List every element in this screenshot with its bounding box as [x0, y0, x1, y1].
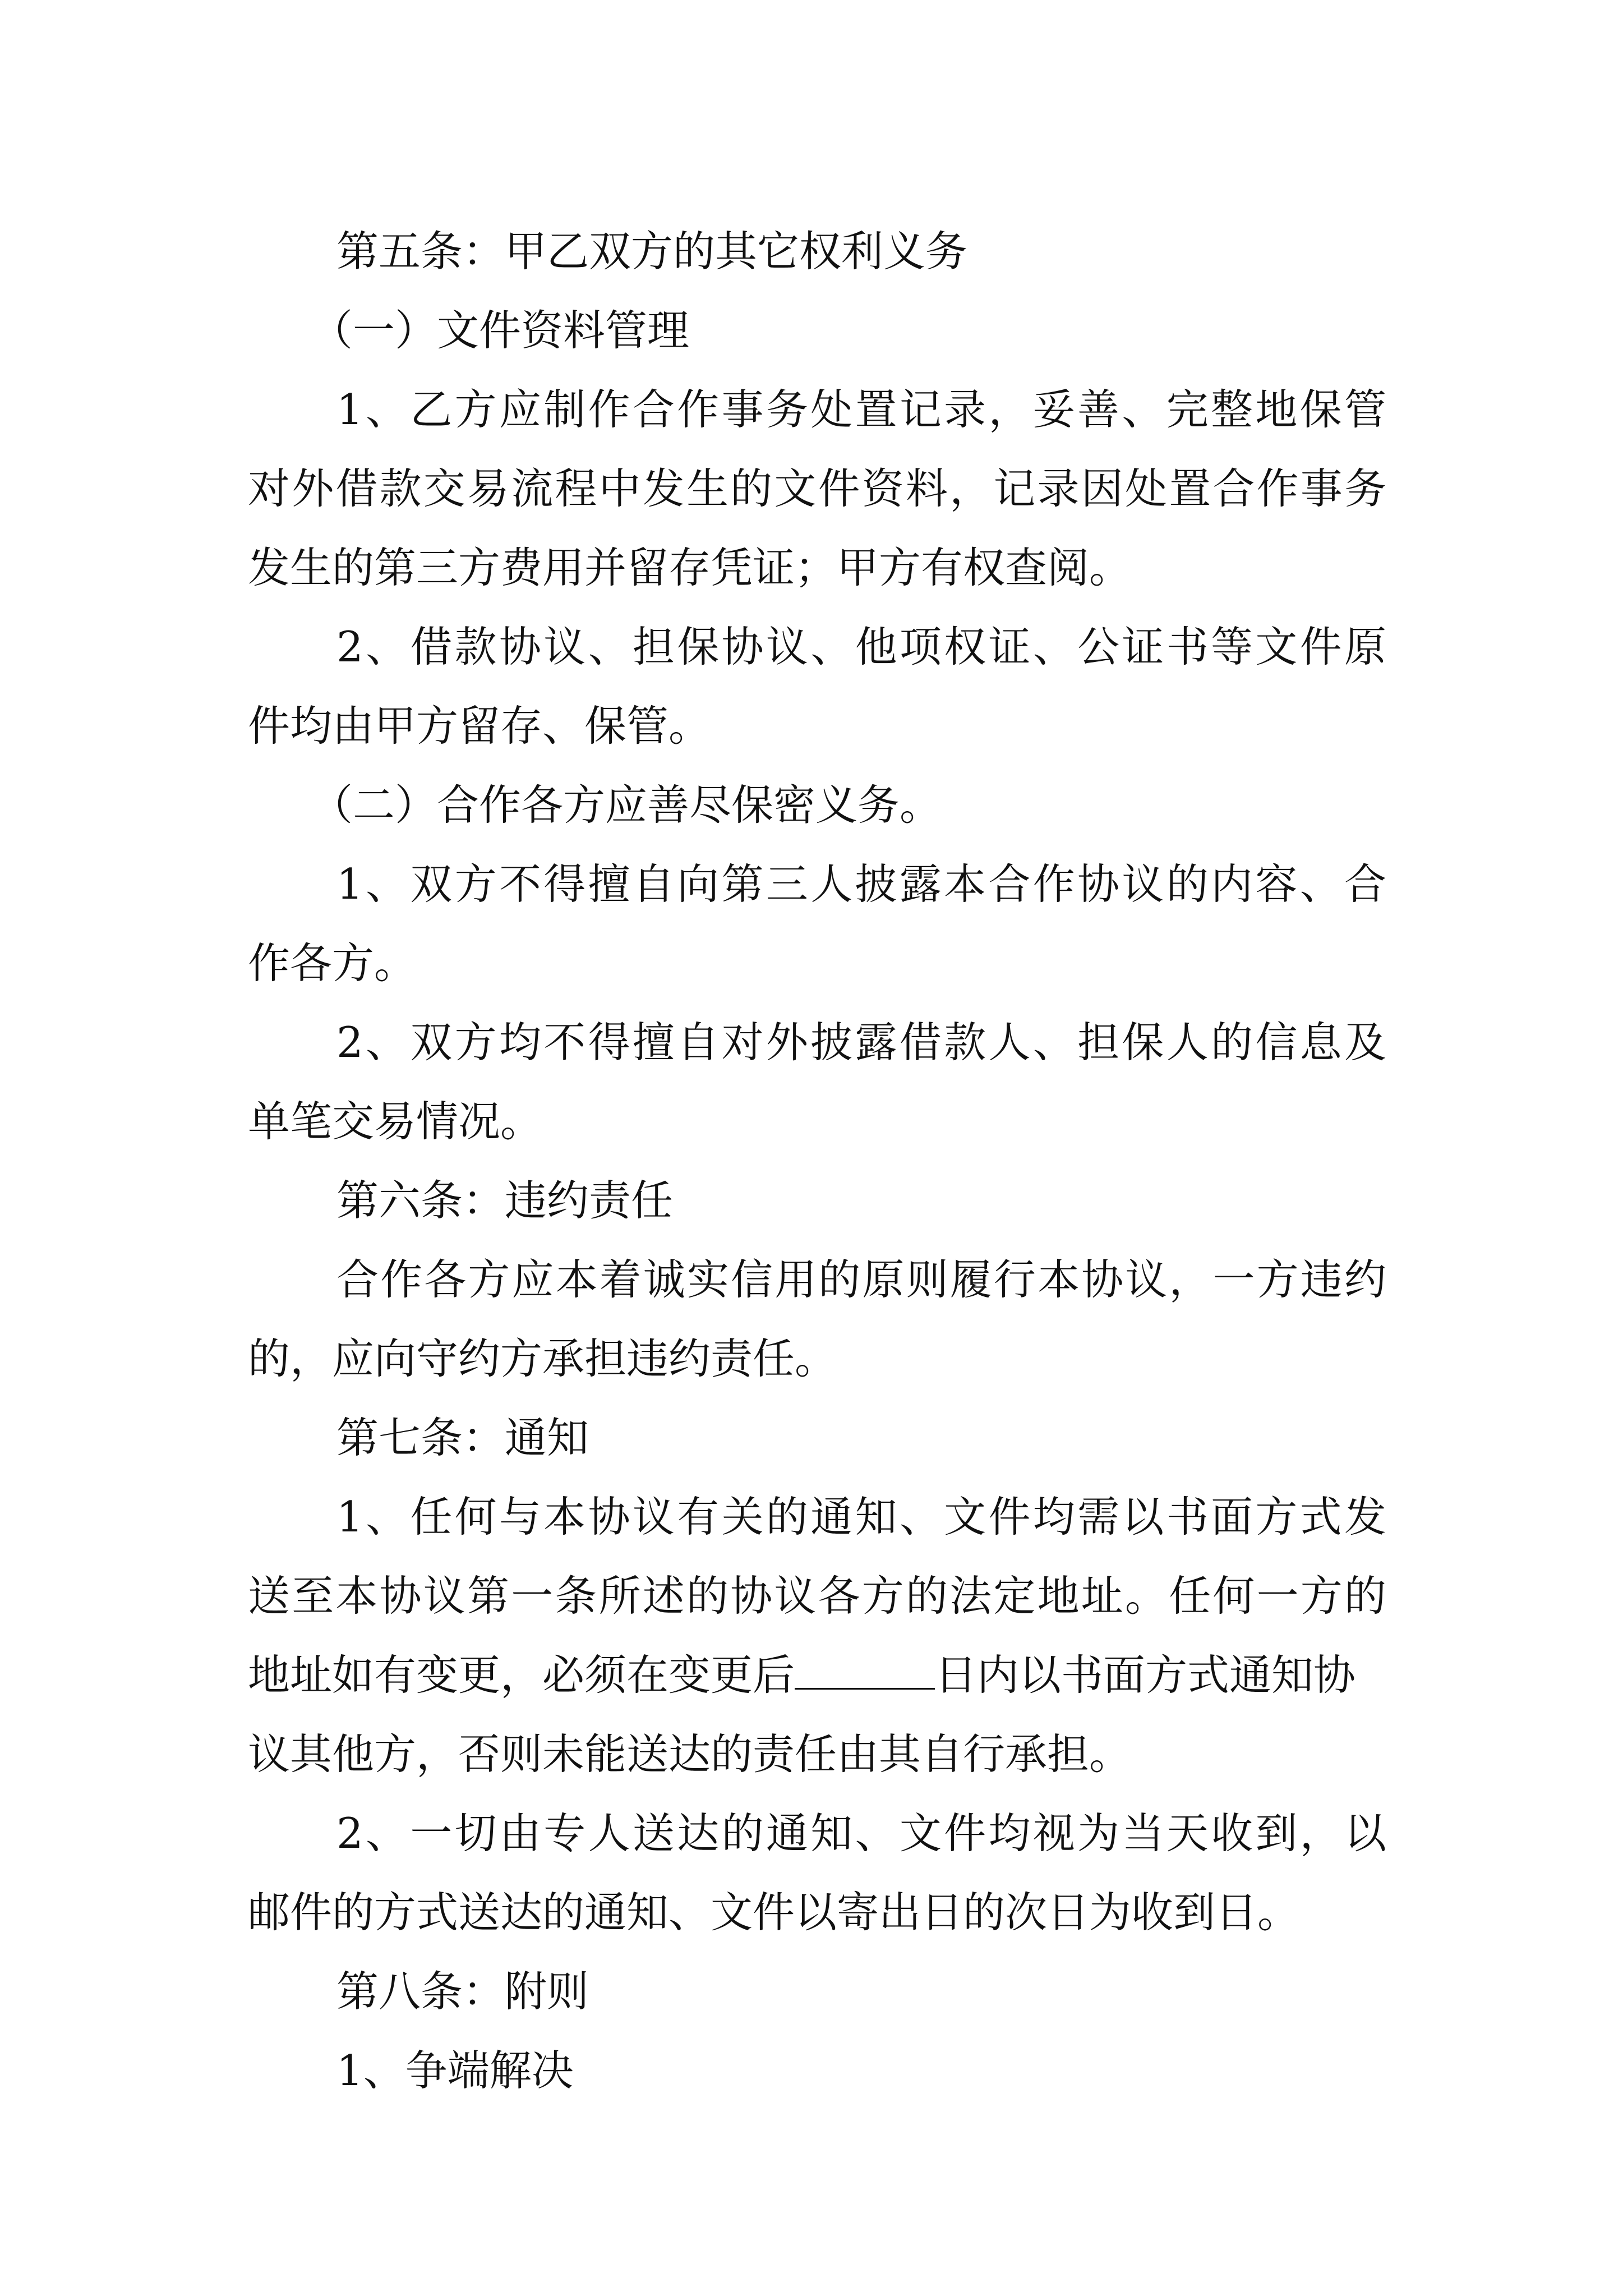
paragraph-line: 1、乙方应制作合作事务处置记录，妥善、完整地保管: [336, 385, 1386, 434]
paragraph-line: 1、双方不得擅自向第三人披露本合作协议的内容、合: [336, 859, 1386, 909]
paragraph-line: 1、争端解决: [336, 2046, 574, 2095]
line-text-before-blank: 地址如有变更，必须在变更后: [248, 1650, 795, 1700]
article-7-heading: 第七条：通知: [336, 1413, 589, 1462]
paragraph-line: 发生的第三方费用并留存凭证；甲方有权查阅。: [248, 543, 1132, 592]
section-2-heading: （二）合作各方应善尽保密义务。: [311, 780, 942, 830]
article-5-heading: 第五条：甲乙双方的其它权利义务: [336, 227, 968, 276]
paragraph-line: 件均由甲方留存、保管。: [248, 701, 711, 751]
paragraph-line: 2、借款协议、担保协议、他项权证、公证书等文件原: [336, 622, 1386, 671]
paragraph-line: 2、一切由专人送达的通知、文件均视为当天收到，以: [336, 1809, 1386, 1858]
paragraph-line: 的，应向守约方承担违约责任。: [248, 1334, 837, 1383]
paragraph-line: 邮件的方式送达的通知、文件以寄出日的次日为收到日。: [248, 1888, 1300, 1937]
fill-in-blank: [795, 1654, 935, 1690]
article-8-heading: 第八条：附则: [336, 1967, 589, 2016]
article-6-heading: 第六条：违约责任: [336, 1176, 674, 1225]
line-text-after-blank: 日内以书面方式通知协: [935, 1650, 1356, 1700]
paragraph-line: 1、任何与本协议有关的通知、文件均需以书面方式发: [336, 1492, 1386, 1542]
paragraph-line-with-blank: [248, 1636, 1386, 1715]
paragraph-line: 送至本协议第一条所述的协议各方的法定地址。任何一方的: [248, 1571, 1386, 1621]
paragraph-line: 议其他方，否则未能送达的责任由其自行承担。: [248, 1729, 1132, 1779]
paragraph-line: 作各方。: [248, 938, 417, 988]
paragraph-line: 单笔交易情况。: [248, 1097, 543, 1146]
paragraph-line: 对外借款交易流程中发生的文件资料，记录因处置合作事务: [248, 464, 1386, 513]
section-1-heading: （一）文件资料管理: [311, 306, 690, 355]
paragraph-line: 合作各方应本着诚实信用的原则履行本协议，一方违约: [336, 1255, 1386, 1304]
paragraph-line: 2、双方均不得擅自对外披露借款人、担保人的信息及: [336, 1018, 1386, 1067]
document-body: [248, 212, 1386, 2110]
